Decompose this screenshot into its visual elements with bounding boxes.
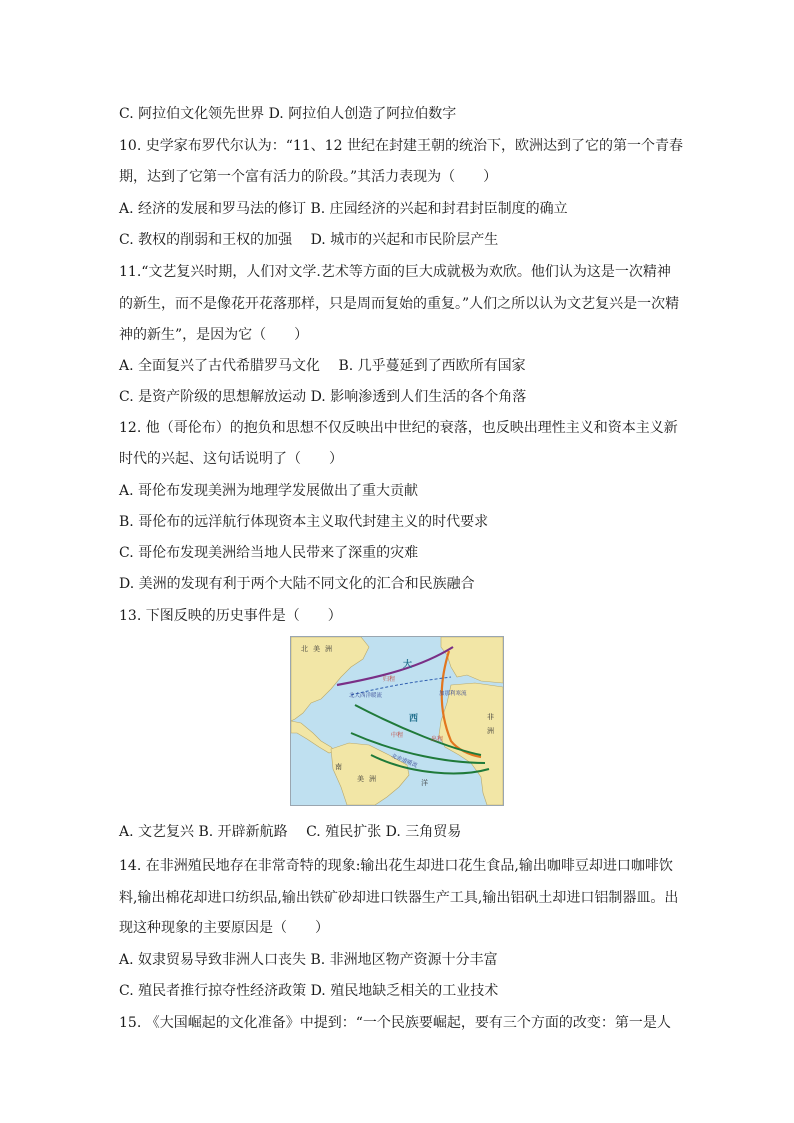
label-africa-1: 非	[487, 713, 494, 721]
label-current-equatorial: 北赤道暖流	[390, 753, 419, 770]
text-line: C. 殖民者推行掠夺性经济政策 D. 殖民地缺乏相关的工业技术	[119, 983, 499, 999]
label-ocean-1: 大	[403, 660, 413, 670]
label-current-canary: 加那利寒流	[439, 691, 467, 697]
text-line: C. 阿拉伯文化领先世界 D. 阿拉伯人创造了阿拉伯数字	[119, 106, 457, 122]
text-line: C. 教权的削弱和王权的加强 D. 城市的兴起和市民阶层产生	[119, 232, 499, 248]
text-line: A. 哥伦布发现美洲为地理学发展做出了重大贡献	[119, 483, 419, 499]
text-line: 神的新生”，是因为它（ ）	[119, 327, 309, 343]
text-line: 13. 下图反映的历史事件是（ ）	[119, 608, 342, 624]
text-line: 14. 在非洲殖民地存在非常奇特的现象:输出花生却进口花生食品,输出咖啡豆却进口咖啡饮	[119, 858, 673, 874]
text-line: 12. 他（哥伦布）的抱负和思想不仅反映出中世纪的衰落，也反映出理性主义和资本主义新	[119, 420, 678, 436]
text-line: A. 全面复兴了古代希腊罗马文化 B. 几乎蔓延到了西欧所有国家	[119, 358, 526, 374]
label-ocean-2: 西	[409, 714, 419, 724]
text-line: C. 哥伦布发现美洲给当地人民带来了深重的灾难	[119, 545, 419, 561]
map-svg	[291, 637, 503, 805]
label-north-america-3: 洲	[325, 645, 332, 653]
text-line: A. 文艺复兴 B. 开辟新航路 C. 殖民扩张 D. 三角贸易	[119, 824, 462, 840]
text-line: 15. 《大国崛起的文化准备》中提到：“一个民族要崛起，要有三个方面的改变：第一是人	[119, 1015, 671, 1031]
text-line: 料,输出棉花却进口纺织品,输出铁矿砂却进口铁器生产工具,输出铝矾土却进口铝制器皿。出	[119, 890, 679, 906]
text-line: 10. 史学家布罗代尔认为：“11、12 世纪在封建王朝的统治下，欧洲达到了它的第一个青春	[119, 138, 683, 154]
text-line: D. 美洲的发现有利于两个大陆不同文化的汇合和民族融合	[119, 576, 475, 592]
text-line: 现这种现象的主要原因是（ ）	[119, 920, 329, 936]
text-line: A. 奴隶贸易导致非洲人口丧失 B. 非洲地区物产资源十分丰富	[119, 952, 498, 968]
label-africa-2: 洲	[487, 727, 494, 735]
label-south-america-1: 南	[335, 763, 342, 771]
label-current-north: 北大西洋暖流	[349, 693, 383, 699]
label-south-america-3: 洲	[369, 775, 376, 783]
text-line: 11.“文艺复兴时期，人们对文学.艺术等方面的巨大成就极为欢欣。他们认为这是一次精神	[119, 264, 671, 280]
text-line: A. 经济的发展和罗马法的修订 B. 庄园经济的兴起和封君封臣制度的确立	[119, 201, 568, 217]
label-north-america-1: 北	[301, 645, 308, 653]
text-line: 期，达到了它第一个富有活力的阶段。”其活力表现为（ ）	[119, 169, 498, 185]
triangle-trade-map	[290, 636, 504, 806]
text-line: C. 是资产阶级的思想解放运动 D. 影响渗透到人们生活的各个角落	[119, 389, 527, 405]
text-line: 时代的兴起、这句话说明了（ ）	[119, 451, 343, 467]
label-north-america-2: 美	[313, 645, 320, 653]
label-route-return: 归程	[383, 676, 396, 683]
text-line: B. 哥伦布的远洋航行体现资本主义取代封建主义的时代要求	[119, 514, 489, 530]
text-line: 的新生，而不是像花开花落那样，只是周而复始的重复。”人们之所以认为文艺复兴是一次精	[119, 296, 680, 312]
label-ocean-3: 洋	[421, 779, 428, 787]
label-route-middle: 中程	[391, 732, 404, 739]
label-route-out: 出程	[431, 736, 444, 743]
label-south-america-2: 美	[357, 775, 364, 783]
